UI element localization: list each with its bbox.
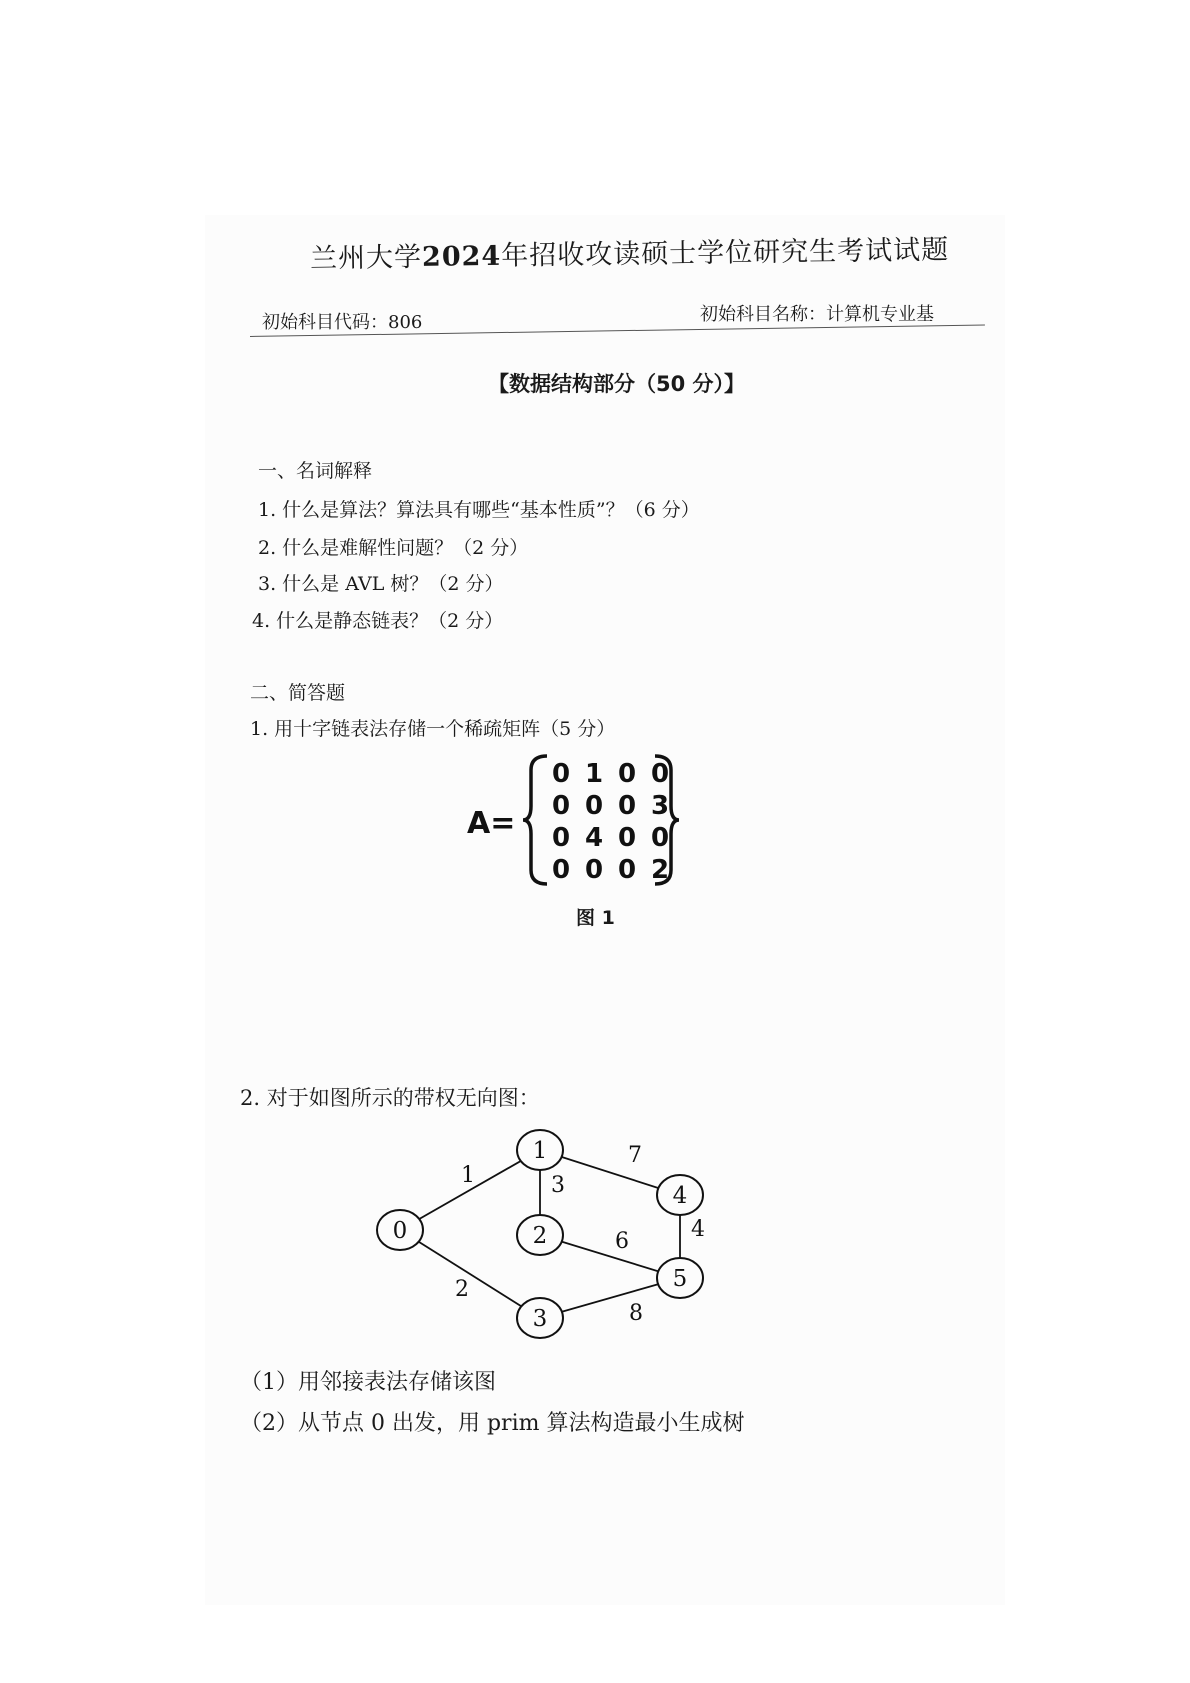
graph-node-label: 5 <box>672 1266 688 1292</box>
title-year: 2024 <box>421 240 502 273</box>
weighted-graph-figure <box>360 1100 740 1340</box>
matrix-cell: 0 <box>584 791 604 821</box>
part1-question-2: 2. 什么是难解性问题？（2 分） <box>258 537 529 559</box>
part2-subquestion-2: （2）从节点 0 出发，用 prim 算法构造最小生成树 <box>240 1411 745 1436</box>
graph-edge-0-1 <box>400 1150 540 1230</box>
subject-name-label: 初始科目名称： <box>700 304 826 325</box>
matrix-cell: 4 <box>584 823 604 853</box>
graph-edge-weight: 8 <box>629 1301 643 1326</box>
graph-edge-weight: 3 <box>551 1173 565 1198</box>
matrix-cell: 0 <box>551 855 571 885</box>
matrix-cell: 0 <box>551 759 571 789</box>
part2-subquestion-1: （1）用邻接表法存储该图 <box>240 1370 496 1395</box>
matrix-cell: 1 <box>584 759 604 789</box>
sparse-matrix-figure <box>465 748 690 893</box>
matrix-cell: 0 <box>551 791 571 821</box>
graph-node-label: 3 <box>532 1306 548 1332</box>
subject-name-value: 计算机专业基 <box>826 304 934 325</box>
part1-question-1: 1. 什么是算法？算法具有哪些“基本性质”？（6 分） <box>258 499 700 521</box>
part1-question-3: 3. 什么是 AVL 树？（2 分） <box>258 573 504 595</box>
part2-question-1: 1. 用十字链表法存储一个稀疏矩阵（5 分） <box>250 718 616 740</box>
part2-heading: 二、简答题 <box>250 682 346 704</box>
matrix-cell: 0 <box>617 759 637 789</box>
graph-edge-weight: 1 <box>461 1163 475 1188</box>
title-prefix: 兰州大学 <box>309 241 423 275</box>
matrix-cells <box>552 759 669 885</box>
graph-edge-weight: 4 <box>691 1217 705 1242</box>
matrix-cell: 2 <box>650 855 670 885</box>
figure-1-caption: 图 1 <box>576 907 615 929</box>
graph-node-label: 0 <box>392 1218 408 1244</box>
graph-node-label: 4 <box>672 1183 688 1209</box>
subject-code-label: 初始科目代码： <box>262 312 388 333</box>
matrix-left-bracket <box>523 756 547 884</box>
part1-heading: 一、名词解释 <box>258 460 373 482</box>
matrix-cell: 0 <box>551 823 571 853</box>
matrix-cell: 0 <box>584 855 604 885</box>
matrix-cell: 0 <box>617 791 637 821</box>
subject-code <box>262 308 422 334</box>
matrix-svg <box>465 748 690 893</box>
matrix-label: A= <box>467 806 516 841</box>
graph-edge-weight: 2 <box>455 1277 469 1302</box>
subject-name <box>700 300 934 326</box>
section-title: 【数据结构部分（50 分）】 <box>488 372 746 396</box>
matrix-cell: 0 <box>650 823 670 853</box>
graph-node-label: 1 <box>532 1138 548 1164</box>
graph-svg <box>360 1100 740 1340</box>
graph-nodes <box>377 1130 703 1338</box>
subject-code-value: 806 <box>388 312 423 333</box>
matrix-cell: 0 <box>617 855 637 885</box>
graph-edge-weight: 7 <box>628 1143 642 1168</box>
part1-question-4: 4. 什么是静态链表？（2 分） <box>252 610 504 632</box>
matrix-cell: 0 <box>650 759 670 789</box>
graph-edge-weight: 6 <box>615 1229 629 1254</box>
graph-weights <box>455 1143 705 1326</box>
title-suffix: 年招收攻读硕士学位研究生考试试题 <box>500 234 950 272</box>
graph-node-label: 2 <box>532 1223 548 1249</box>
matrix-cell: 3 <box>650 791 670 821</box>
matrix-cell: 0 <box>617 823 637 853</box>
part2-question-2: 2. 对于如图所示的带权无向图： <box>240 1086 540 1110</box>
